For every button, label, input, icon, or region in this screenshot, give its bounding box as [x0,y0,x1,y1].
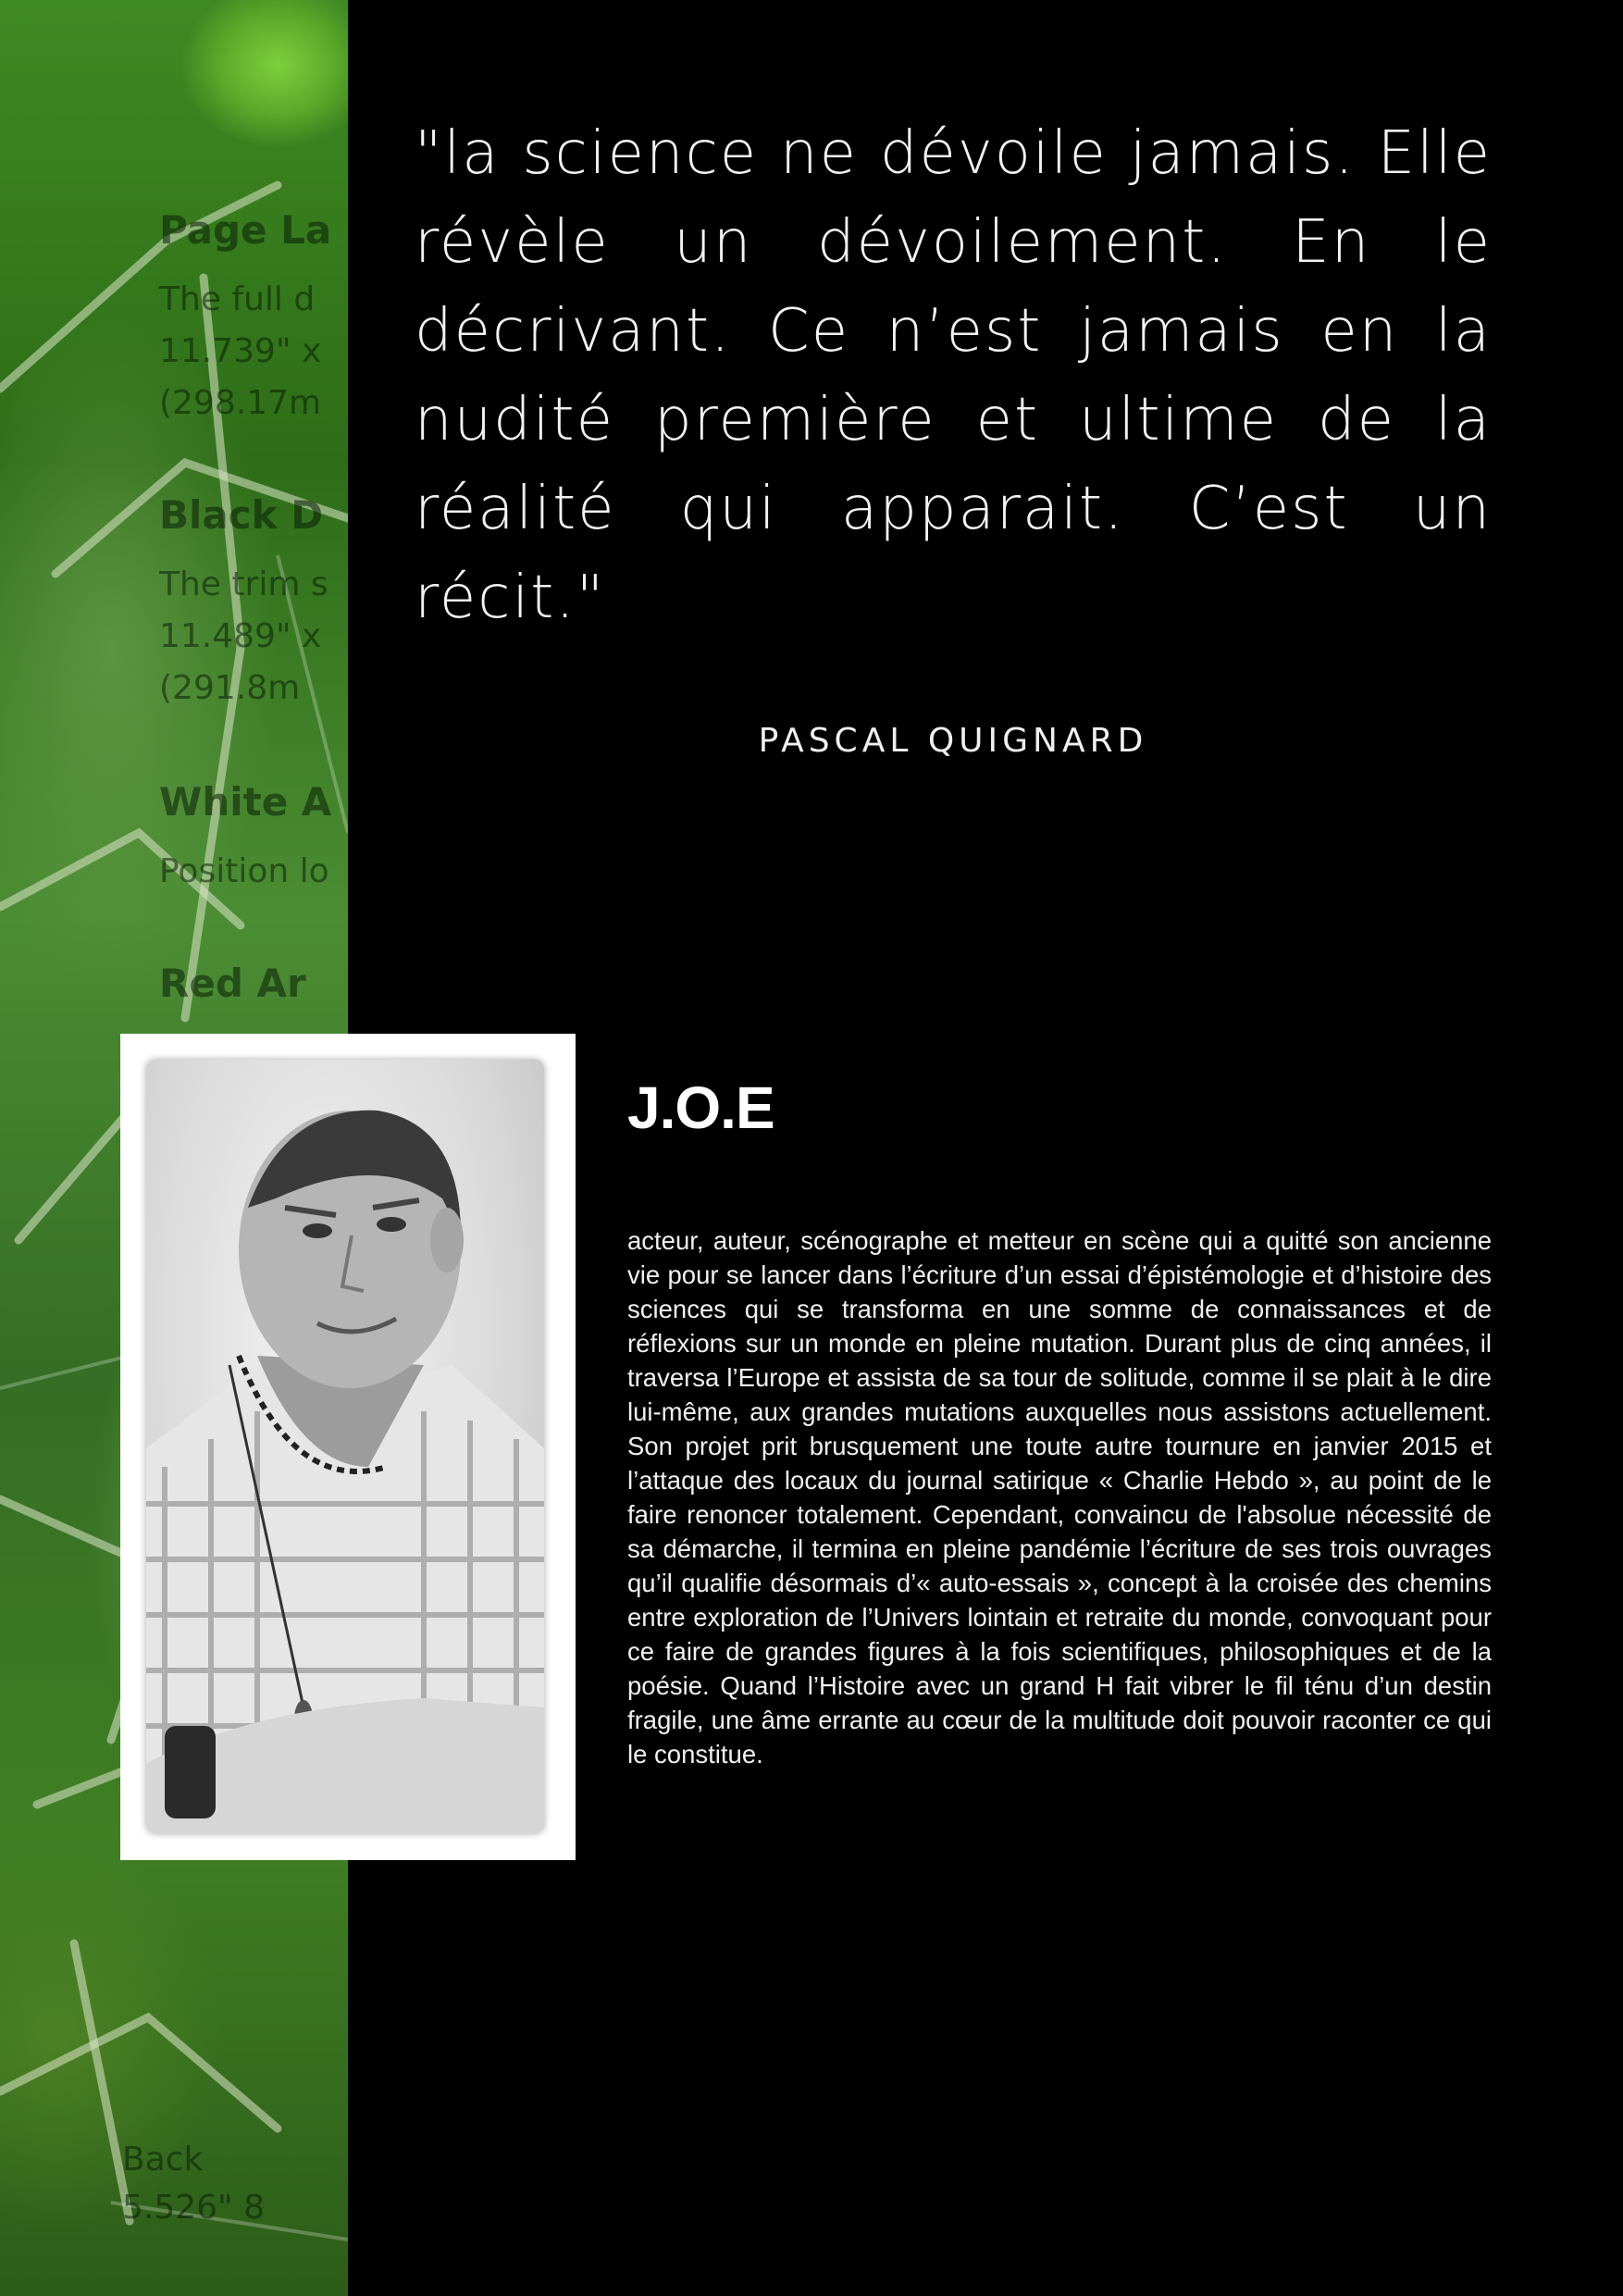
ghost-heading: Black D [159,492,324,538]
ghost-text: (291.8m [159,669,301,707]
portrait-frame [120,1034,576,1860]
author-name: J.O.E [627,1074,774,1141]
portrait-illustration [146,1060,544,1833]
author-portrait [146,1060,544,1833]
ghost-text: 5.526" 8 [122,2189,265,2227]
ghost-heading: White A [159,779,332,825]
ghost-heading: Page La [159,207,332,253]
ghost-text: (298.17m [159,384,322,422]
ghost-text: The full d [159,280,316,318]
ghost-heading: Red Ar [159,961,306,1006]
author-biography: acteur, auteur, scénographe et metteur en scène qui a quitté son ancienne vie pour se lancer dans l’écriture d’un essai d’épistémologie et d’histoire des sciences qui se transforma en une somme de connaissances et de réflexions sur un monde en pleine mutation. Durant plus de cinq années, il traversa l’Europe et assista de sa tour de solitude, comme il se plait à le dire lui-même, aux grandes mutations auxquelles nous assistons actuellement. Son projet prit brusquement une toute autre tournure en janvier 2015 et l’attaque des locaux du journal satirique « Charlie Hebdo », au point de le faire renoncer totalement. Cependant, convaincu de l'absolue nécessité de sa démarche, il termina en pleine pandémie l’écriture de ses trois ouvrages qu’il qualifie désormais d’« auto-essais », concept à la croisée des chemins entre exploration de l’Univers lointain et retraite du monde, convoquant pour ce faire de grandes figures à la fois scientifiques, philosophiques et de la poésie. Quand l’Histoire avec un grand H fait vibrer le fil ténu d’un destin fragile, une âme errante au cœur de la multitude doit pouvoir raconter ce qui le constitue. [627,1226,1492,1769]
ghost-text: The trim s [159,565,328,603]
ghost-text: 11.489" x [159,617,322,655]
quote-text: "la science ne dévoile jamais. Elle révèle un dévoilement. En le décrivant. Ce n’est jamais en la nudité première et ultime de la réalité qui apparait. C’est un récit." [415,119,1492,632]
ghost-text: Back [122,2141,204,2178]
ghost-text: 11.739" x [159,332,322,370]
quote-author: PASCAL QUIGNARD [758,722,1148,760]
ghost-text: Position lo [159,852,329,890]
